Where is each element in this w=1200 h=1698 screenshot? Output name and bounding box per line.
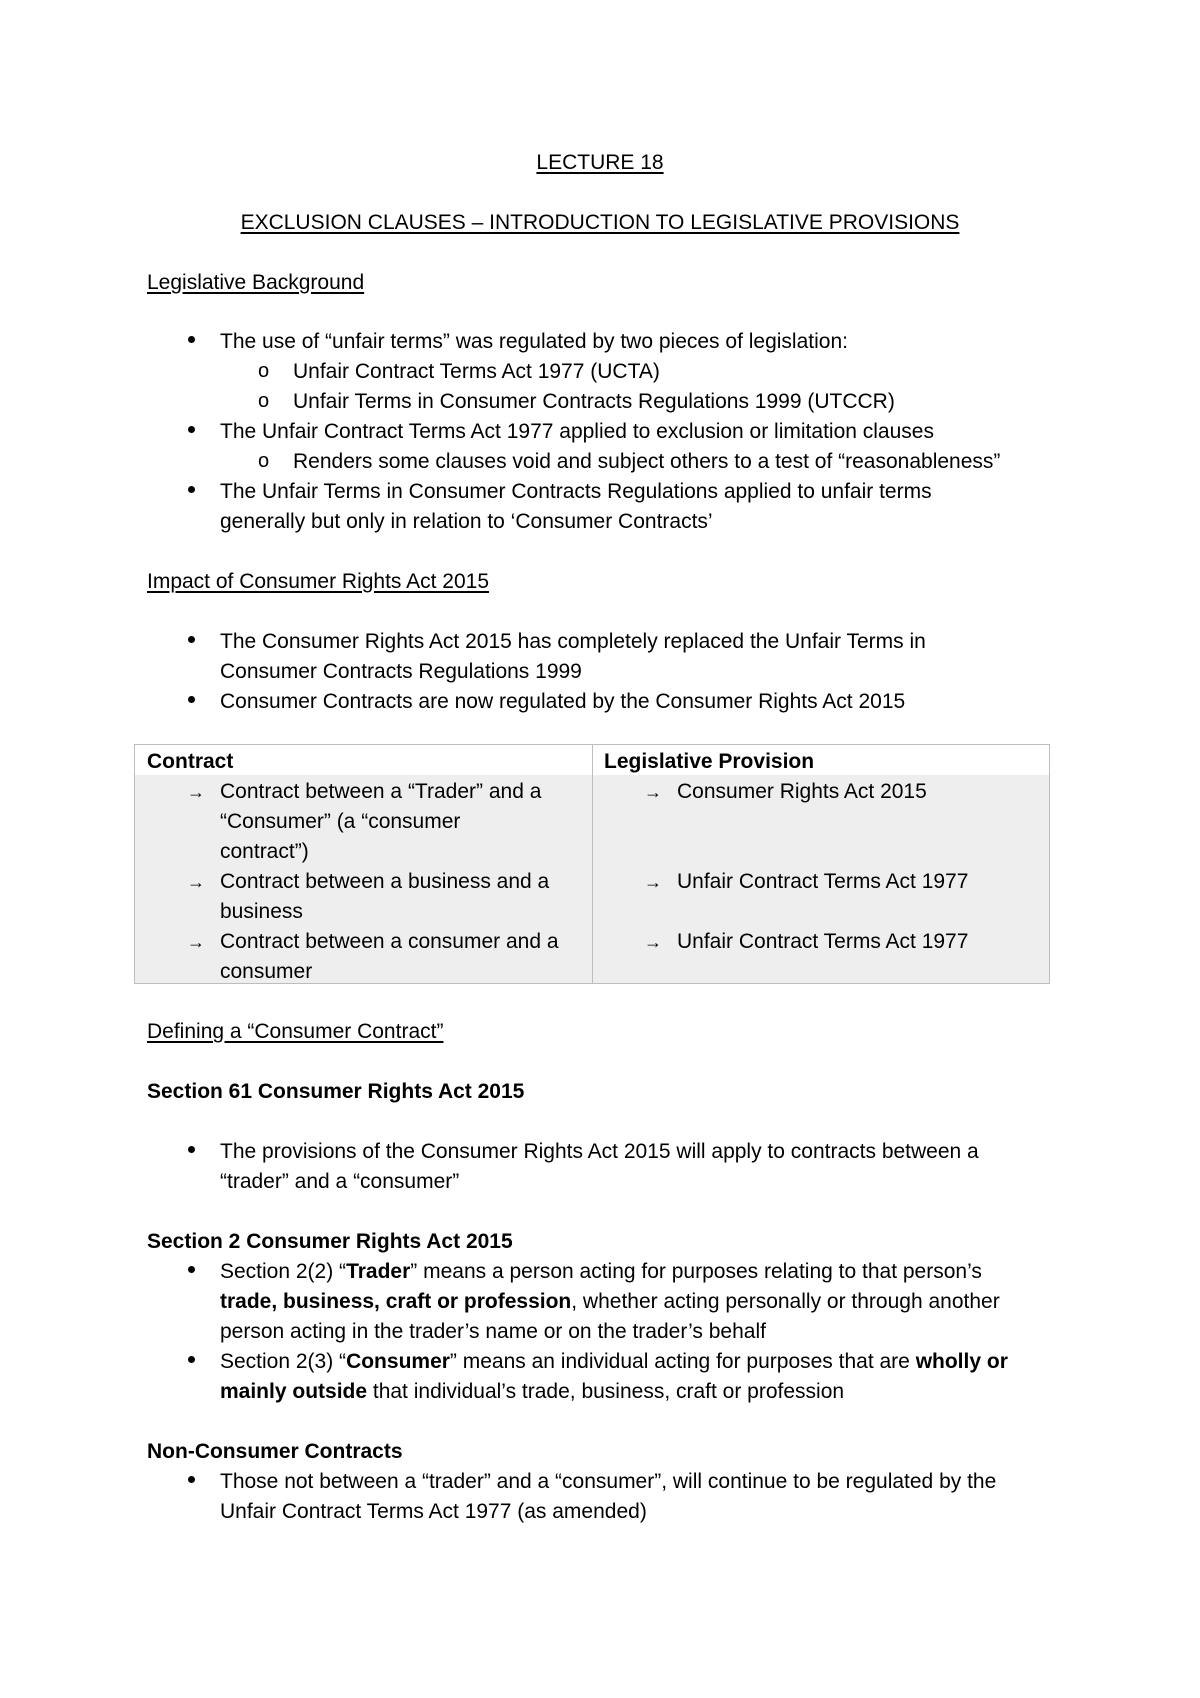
arrow-right-icon: →: [644, 782, 662, 802]
table-cell: consumer: [220, 960, 313, 983]
bullet-dot: [188, 696, 195, 703]
bullet-dot: [188, 426, 195, 433]
list-item: [220, 1261, 982, 1282]
bullet-dot: [188, 636, 195, 643]
table-cell: Contract between a consumer and a: [220, 930, 559, 953]
list-subitem: Unfair Terms in Consumer Contracts Regulations 1999 (UTCCR): [293, 390, 895, 413]
table-column-divider: [592, 745, 593, 983]
circle-bullet-icon: o: [258, 390, 270, 412]
circle-bullet-icon: o: [258, 360, 270, 382]
defining-heading: Defining a “Consumer Contract”: [147, 1020, 444, 1043]
arrow-right-icon: →: [644, 872, 662, 892]
table-cell: business: [220, 900, 303, 923]
table-header-contract: Contract: [147, 750, 234, 773]
list-subitem: Renders some clauses void and subject others to a test of “reasonableness”: [293, 450, 1001, 473]
text-run: Section 2(3) “: [220, 1350, 347, 1373]
list-subitem: Unfair Contract Terms Act 1977 (UCTA): [293, 360, 660, 383]
bullet-dot: [188, 1266, 195, 1273]
list-item: [220, 1351, 1008, 1372]
text-run-bold: mainly outside: [220, 1380, 368, 1403]
table-cell: Contract between a business and a: [220, 870, 550, 893]
table-cell: Unfair Contract Terms Act 1977: [677, 930, 969, 953]
list-item: The provisions of the Consumer Rights Act 2015 will apply to contracts between a: [220, 1140, 979, 1163]
legislative-background-heading: Legislative Background: [147, 271, 365, 294]
list-item: The use of “unfair terms” was regulated by two pieces of legislation:: [220, 330, 848, 353]
bullet-dot: [188, 486, 195, 493]
text-run-bold: wholly or: [915, 1350, 1008, 1373]
list-item: Consumer Contracts are now regulated by the Consumer Rights Act 2015: [220, 690, 906, 713]
text-run: ” means an individual acting for purposes that are: [449, 1350, 916, 1373]
text-run: Section 2(2) “: [220, 1260, 347, 1283]
bullet-dot: [188, 1356, 195, 1363]
list-item-continuation: [220, 1291, 1000, 1312]
circle-bullet-icon: o: [258, 450, 270, 472]
text-run-bold: trade, business, craft or profession: [220, 1290, 572, 1313]
text-run-bold: Trader: [346, 1260, 411, 1283]
list-item-continuation: generally but only in relation to ‘Consumer Contracts’: [220, 510, 713, 533]
list-item: The Unfair Contract Terms Act 1977 applied to exclusion or limitation clauses: [220, 420, 934, 443]
bullet-dot: [188, 1476, 195, 1483]
section61-heading: Section 61 Consumer Rights Act 2015: [147, 1080, 525, 1103]
list-item: Those not between a “trader” and a “consumer”, will continue to be regulated by the: [220, 1470, 997, 1493]
list-item-continuation: person acting in the trader’s name or on the trader’s behalf: [220, 1320, 766, 1343]
list-item-continuation: [220, 1381, 844, 1402]
list-item-continuation: “trader” and a “consumer”: [220, 1170, 460, 1193]
arrow-right-icon: →: [187, 932, 205, 952]
non-consumer-heading: Non-Consumer Contracts: [147, 1440, 403, 1463]
arrow-right-icon: →: [644, 932, 662, 952]
list-item-continuation: Consumer Contracts Regulations 1999: [220, 660, 582, 683]
bullet-dot: [188, 1146, 195, 1153]
text-run: that individual’s trade, business, craft or profession: [367, 1380, 845, 1403]
table-header-provision: Legislative Provision: [604, 750, 815, 773]
table-cell: “Consumer” (a “consumer: [220, 810, 461, 833]
lecture-subtitle: EXCLUSION CLAUSES – INTRODUCTION TO LEGISLATIVE PROVISIONS: [240, 211, 960, 234]
lecture-title: LECTURE 18: [536, 151, 664, 174]
list-item-continuation: Unfair Contract Terms Act 1977 (as amended): [220, 1500, 647, 1523]
impact-heading: Impact of Consumer Rights Act 2015: [147, 570, 489, 593]
table-cell: Contract between a “Trader” and a: [220, 780, 542, 803]
bullet-dot: [188, 336, 195, 343]
table-cell: Consumer Rights Act 2015: [677, 780, 927, 803]
table-cell: contract”): [220, 840, 309, 863]
list-item: The Unfair Terms in Consumer Contracts Regulations applied to unfair terms: [220, 480, 932, 503]
table-cell: Unfair Contract Terms Act 1977: [677, 870, 969, 893]
text-run: , whether acting personally or through another: [571, 1290, 1000, 1313]
arrow-right-icon: →: [187, 872, 205, 892]
text-run: ” means a person acting for purposes relating to that person’s: [410, 1260, 982, 1283]
section2-heading: Section 2 Consumer Rights Act 2015: [147, 1230, 513, 1253]
arrow-right-icon: →: [187, 782, 205, 802]
text-run-bold: Consumer: [346, 1350, 450, 1373]
list-item: The Consumer Rights Act 2015 has completely replaced the Unfair Terms in: [220, 630, 926, 653]
